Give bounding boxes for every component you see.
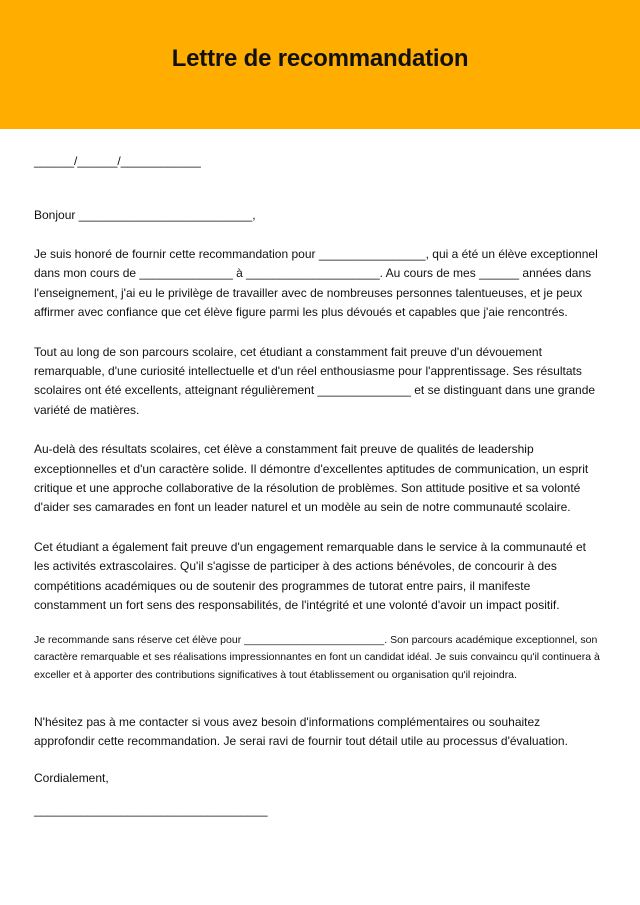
paragraph-community: Cet étudiant a également fait preuve d'un engagement remarquable dans le service à la communauté et les activités extrascolaires. Qu'il s'agisse de participer à des actions bénévoles, de concourir à des compétitions académiques ou de soutenir des programmes de tutorat entre pairs, il manifeste constamment un fort sens des responsabilités, de l'intégrité et une volonté d'avoir un impact positif. <box>34 539 586 613</box>
paragraph-academic: Tout au long de son parcours scolaire, cet étudiant a constamment fait preuve d'un dévouement remarquable, d'une curiosité intellectuelle et d'un réel enthousiasme pour l'apprentissage. Ses résultats scolaires ont été excellents, atteignant régulièrement ______________ et se distinguant dans une grande variété de matières. <box>34 344 596 417</box>
paragraph-leadership: Au-delà des résultats scolaires, cet élève a constamment fait preuve de qualités de leadership exceptionnelles et d'un caractère solide. Il démontre d'excellentes aptitudes de communication, un esprit critique et une approche collaborative de la résolution de problèmes. Son attitude positive et sa volonté d'aider ses camarades en font un leader naturel et un modèle au sein de notre communauté scolaire. <box>34 442 589 515</box>
closing: Cordialement, <box>34 770 109 785</box>
paragraph-contact: N'hésitez pas à me contacter si vous avez besoin d'informations complémentaires ou souhaitez approfondir cette recommandation. Je serai ravi de fournir tout détail utile au processus d'évaluation. <box>34 715 568 749</box>
signature-line: ___________________________________ <box>34 802 268 817</box>
page-title: Lettre de recommandation <box>171 44 469 72</box>
paragraph-introduction: Je suis honoré de fournir cette recommandation pour ________________, qui a été un élève exceptionnel dans mon cours de ______________ à ____________________. Au cours de mes ______ années dans l'enseignement, j'ai eu le privilège de travailler avec de nombreuses personnes talentueuses, et je peux affirmer avec confiance que cet élève figure parmi les plus dévoués et capables que j'aie rencontrés. <box>34 247 598 320</box>
paragraph-recommendation: Je recommande sans réserve cet élève pour ________________________. Son parcours académique exceptionnel, son caractère remarquable et ses réalisations impressionnantes en font un candidat idéal. Je suis convaincu qu'il continuera à exceller et à apporter des contributions significatives à tout établissement ou organisation qu'il rejoindra. <box>34 633 600 681</box>
date-field: ______/______/____________ <box>34 154 201 168</box>
greeting: Bonjour __________________________, <box>34 208 256 222</box>
letter-body <box>34 152 604 820</box>
header-banner <box>0 0 640 129</box>
